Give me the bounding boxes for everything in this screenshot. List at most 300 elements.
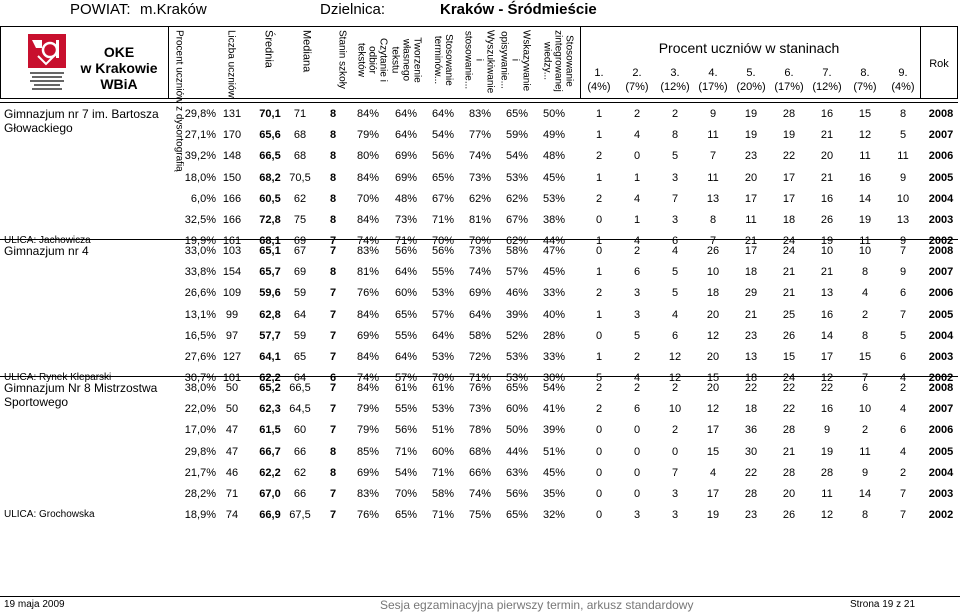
col-header-tworzenie-text: Tworzenie własnego tekstu	[389, 37, 423, 83]
table-cell: 66%	[468, 466, 492, 479]
table-cell: 58%	[431, 488, 455, 500]
table-cell: 70%	[431, 372, 455, 385]
table-cell: 60,5	[259, 192, 281, 205]
table-row	[0, 305, 958, 325]
table-cell: 6	[899, 351, 907, 363]
table-cell: 16	[820, 403, 834, 416]
table-cell: 0	[633, 445, 641, 458]
table-cell: 79%	[356, 129, 380, 142]
table-row	[0, 378, 958, 398]
table-cell: 67%	[505, 214, 529, 226]
table-cell: 24	[782, 245, 796, 257]
table-cell: 6	[633, 266, 641, 279]
table-cell: 59%	[505, 129, 529, 142]
table-cell: 2004	[928, 329, 954, 342]
table-cell: 8	[861, 266, 869, 279]
table-cell: 15	[706, 372, 720, 385]
table-cell: 2007	[928, 129, 954, 142]
table-cell: 59	[293, 329, 307, 342]
table-cell: 56%	[394, 424, 418, 437]
table-cell: 67	[293, 245, 307, 257]
col-header-wyszukiwanie	[462, 30, 496, 96]
table-cell: 99	[225, 308, 239, 321]
table-cell: 66,7	[259, 445, 281, 458]
table-cell: 58%	[505, 245, 529, 257]
table-cell: 64%	[394, 108, 418, 120]
table-cell: 74%	[356, 372, 380, 385]
table-cell: 70%	[468, 235, 492, 248]
stanine-norm-percent: (4%)	[587, 81, 611, 93]
table-cell: 61%	[431, 382, 455, 394]
table-cell: 9	[899, 266, 907, 279]
col-header-liczba	[222, 30, 240, 96]
table-cell: 5	[671, 287, 679, 300]
table-cell: 1	[595, 266, 603, 279]
table-cell: 53%	[505, 171, 529, 184]
table-cell: 1	[595, 129, 603, 142]
table-cell: 10	[706, 266, 720, 279]
table-cell: 2	[595, 150, 603, 163]
table-cell: 109	[222, 287, 242, 300]
table-cell: 41%	[542, 403, 566, 416]
table-cell: 2	[861, 308, 869, 321]
table-cell: 2	[633, 351, 641, 363]
table-cell: 45%	[542, 266, 566, 279]
table-cell: 83%	[356, 488, 380, 500]
table-cell: 45%	[542, 171, 566, 184]
table-cell: 7	[671, 466, 679, 479]
table-cell: 76%	[356, 287, 380, 300]
table-cell: 17	[706, 488, 720, 500]
school-street: ULICA: Rynek Kleparski	[4, 372, 112, 384]
table-cell: 84%	[356, 171, 380, 184]
table-cell: 2006	[928, 287, 954, 300]
col-header-wskazywanie	[498, 30, 532, 96]
table-cell: 7	[329, 329, 337, 342]
table-cell: 66,9	[259, 509, 281, 522]
table-cell: 66	[293, 445, 307, 458]
table-cell: 16	[820, 108, 834, 120]
table-cell: 69	[293, 235, 307, 248]
table-cell: 73%	[394, 214, 418, 226]
table-row	[0, 442, 958, 462]
table-cell: 6	[671, 329, 679, 342]
table-cell: 1	[595, 308, 603, 321]
table-cell: 55%	[394, 403, 418, 416]
table-cell: 74%	[468, 266, 492, 279]
table-cell: 29	[744, 287, 758, 300]
table-cell: 28%	[542, 329, 566, 342]
table-cell: 1	[595, 351, 603, 363]
table-cell: 1	[595, 235, 603, 248]
table-cell: 71	[225, 488, 239, 500]
table-cell: 148	[222, 150, 242, 163]
stanine-header-8	[846, 66, 884, 94]
table-row	[0, 283, 958, 303]
table-cell: 84%	[356, 351, 380, 363]
table-cell: 8	[329, 214, 337, 226]
table-cell: 62%	[468, 192, 492, 205]
table-cell: 81%	[356, 266, 380, 279]
table-cell: 11	[745, 214, 757, 226]
table-cell: 69%	[468, 287, 492, 300]
table-cell: 12	[858, 129, 872, 142]
table-cell: 8	[861, 329, 869, 342]
table-cell: 17	[782, 192, 796, 205]
rok-header: Rok	[929, 58, 949, 70]
table-cell: 127	[222, 351, 242, 363]
table-cell: 69%	[394, 150, 418, 163]
table-cell: 2	[595, 192, 603, 205]
table-cell: 21	[744, 235, 758, 248]
table-cell: 63%	[505, 466, 529, 479]
table-cell: 0	[595, 329, 603, 342]
table-cell: 18	[706, 287, 720, 300]
stanine-header-5	[732, 66, 770, 94]
table-cell: 78%	[468, 424, 492, 437]
table-cell: 5	[671, 150, 679, 163]
table-cell: 53%	[542, 192, 566, 205]
table-cell: 7	[329, 235, 337, 248]
stanine-header-4	[694, 66, 732, 94]
table-cell: 12	[668, 351, 682, 363]
table-cell: 12	[668, 372, 682, 385]
table-cell: 0	[595, 466, 603, 479]
table-cell: 2007	[928, 403, 954, 416]
table-cell: 24	[782, 235, 796, 248]
table-cell: 11	[859, 150, 871, 163]
table-cell: 4	[899, 403, 907, 416]
table-cell: 6,0%	[190, 192, 216, 205]
table-cell: 84%	[356, 214, 380, 226]
table-cell: 4	[633, 192, 641, 205]
col-header-dysortografia	[168, 30, 190, 172]
table-cell: 4	[633, 372, 641, 385]
table-cell: 62,2	[259, 466, 281, 479]
block-separator	[0, 239, 958, 240]
table-cell: 15	[858, 351, 872, 363]
table-cell: 0	[633, 424, 641, 437]
table-cell: 3	[671, 509, 679, 522]
stanine-number: 2.	[632, 67, 642, 79]
table-cell: 71%	[394, 235, 418, 248]
table-cell: 71	[293, 108, 307, 120]
table-cell: 60%	[394, 287, 418, 300]
table-cell: 30%	[542, 372, 566, 385]
table-cell: 22	[782, 382, 796, 394]
table-cell: 65,7	[259, 266, 281, 279]
col-header-stosowanie-term	[430, 30, 456, 96]
table-cell: 13,1%	[184, 308, 216, 321]
table-cell: 18,0%	[184, 171, 216, 184]
col-header-stosowanie-term-text: Stosowanie terminów...	[432, 34, 454, 86]
table-cell: 83%	[468, 108, 492, 120]
table-cell: 53%	[431, 287, 455, 300]
col-header-czytanie-text: Czytanie i odbiór tekstów	[355, 38, 389, 82]
table-cell: 101	[222, 372, 242, 385]
table-cell: 2008	[928, 108, 954, 120]
table-cell: 61%	[394, 382, 418, 394]
table-cell: 50%	[505, 424, 529, 437]
table-cell: 84%	[356, 382, 380, 394]
table-cell: 3	[633, 509, 641, 522]
table-cell: 19	[858, 214, 872, 226]
table-cell: 5	[633, 329, 641, 342]
table-cell: 81%	[468, 214, 492, 226]
table-cell: 70%	[394, 488, 418, 500]
table-cell: 33,8%	[184, 266, 216, 279]
table-cell: 57%	[505, 266, 529, 279]
table-cell: 0	[595, 245, 603, 257]
table-row	[0, 420, 958, 440]
table-cell: 64%	[394, 129, 418, 142]
stanine-norm-percent: (12%)	[812, 81, 842, 93]
table-cell: 4	[633, 129, 641, 142]
block-separator	[0, 102, 958, 103]
powiat-value: m.Kraków	[140, 1, 207, 18]
table-cell: 74%	[468, 150, 492, 163]
table-cell: 17	[782, 171, 796, 184]
table-cell: 66,5	[259, 150, 281, 163]
table-cell: 19	[706, 509, 720, 522]
table-cell: 9	[899, 171, 907, 184]
table-cell: 54%	[542, 382, 566, 394]
table-cell: 27,1%	[184, 129, 216, 142]
col-header-mediana-text: Mediana	[300, 30, 313, 73]
table-cell: 13	[744, 351, 758, 363]
table-cell: 39%	[542, 424, 566, 437]
table-cell: 28	[744, 488, 758, 500]
table-cell: 2005	[928, 308, 954, 321]
table-cell: 39,2%	[184, 150, 216, 163]
table-cell: 28	[782, 108, 796, 120]
table-cell: 72,8	[259, 214, 281, 226]
table-row	[0, 463, 958, 483]
footer-page: Strona 19 z 21	[850, 599, 916, 610]
table-cell: 14	[858, 192, 872, 205]
table-cell: 131	[222, 108, 242, 120]
table-cell: 2003	[928, 214, 954, 226]
powiat-label: POWIAT:	[70, 1, 131, 18]
stanine-header-9	[884, 66, 922, 94]
table-cell: 70,5	[289, 171, 311, 184]
table-cell: 71%	[431, 509, 455, 522]
table-cell: 75%	[468, 509, 492, 522]
table-cell: 76%	[356, 509, 380, 522]
table-cell: 32,5%	[184, 214, 216, 226]
stanine-header-3	[656, 66, 694, 94]
table-cell: 166	[222, 214, 242, 226]
table-cell: 0	[671, 445, 679, 458]
table-cell: 8	[709, 214, 717, 226]
table-cell: 18	[744, 266, 758, 279]
col-header-wskazywanie-text: Wskazywanie i opisywanie...	[498, 30, 532, 92]
table-cell: 22	[782, 403, 796, 416]
table-cell: 20	[744, 171, 758, 184]
table-cell: 47%	[542, 245, 566, 257]
table-cell: 59,6	[259, 287, 281, 300]
table-cell: 16	[820, 192, 834, 205]
table-cell: 47	[225, 445, 239, 458]
table-cell: 5	[671, 266, 679, 279]
table-cell: 36	[744, 424, 758, 437]
table-cell: 39%	[505, 308, 529, 321]
table-cell: 62,3	[259, 403, 281, 416]
table-cell: 2	[633, 382, 641, 394]
stanine-number: 8.	[860, 67, 870, 79]
table-cell: 25	[782, 308, 796, 321]
col-header-srednia	[258, 30, 278, 96]
oke-title-line1: OKE	[103, 44, 135, 60]
table-cell: 103	[222, 245, 242, 257]
table-cell: 17	[820, 351, 834, 363]
table-cell: 18	[744, 403, 758, 416]
table-cell: 7	[329, 488, 337, 500]
table-cell: 68	[293, 129, 307, 142]
table-cell: 38%	[542, 214, 566, 226]
table-cell: 10	[896, 192, 910, 205]
table-cell: 85%	[356, 445, 380, 458]
stanine-norm-percent: (7%)	[625, 81, 649, 93]
table-cell: 18	[782, 214, 796, 226]
table-cell: 3	[671, 488, 679, 500]
table-cell: 64%	[431, 108, 455, 120]
oke-title	[72, 44, 166, 92]
table-cell: 6	[329, 372, 337, 385]
table-cell: 32%	[542, 509, 566, 522]
table-cell: 10	[820, 245, 834, 257]
table-cell: 17	[744, 245, 758, 257]
table-cell: 6	[899, 287, 907, 300]
table-cell: 7	[899, 245, 907, 257]
table-cell: 26	[782, 509, 796, 522]
table-row	[0, 262, 958, 282]
table-cell: 8	[329, 129, 337, 142]
table-cell: 40%	[542, 308, 566, 321]
footer-date: 19 maja 2009	[4, 599, 65, 610]
table-cell: 2003	[928, 488, 954, 500]
table-cell: 57%	[431, 308, 455, 321]
table-cell: 67%	[431, 192, 455, 205]
footer-session: Sesja egzaminacyjna pierwszy termin, arkusz standardowy	[380, 598, 694, 612]
table-cell: 7	[329, 424, 337, 437]
stanine-number: 6.	[784, 67, 794, 79]
table-cell: 68%	[468, 445, 492, 458]
stanine-header-7	[808, 66, 846, 94]
table-cell: 2	[633, 108, 641, 120]
table-cell: 49%	[542, 129, 566, 142]
table-cell: 84%	[356, 108, 380, 120]
oke-logo	[28, 30, 66, 96]
table-cell: 11	[707, 171, 719, 184]
table-cell: 11	[859, 235, 871, 248]
table-cell: 46%	[505, 287, 529, 300]
table-cell: 4	[671, 245, 679, 257]
table-cell: 7	[709, 235, 717, 248]
table-cell: 7	[861, 372, 869, 385]
table-cell: 62,8	[259, 308, 281, 321]
school-name: Gimnazjum nr 7 im. Bartosza Głowackiego	[4, 107, 159, 135]
table-cell: 71%	[431, 214, 455, 226]
table-cell: 73%	[468, 245, 492, 257]
table-cell: 48%	[542, 150, 566, 163]
table-cell: 60	[293, 424, 307, 437]
table-cell: 8	[899, 108, 907, 120]
table-cell: 50	[225, 403, 239, 416]
table-cell: 7	[329, 382, 337, 394]
table-cell: 2	[671, 424, 679, 437]
table-cell: 1	[633, 171, 641, 184]
table-cell: 12	[820, 372, 834, 385]
stanine-number: 1.	[594, 67, 604, 79]
table-cell: 28	[820, 466, 834, 479]
table-cell: 64	[293, 308, 307, 321]
table-cell: 21	[782, 445, 796, 458]
table-cell: 69%	[356, 466, 380, 479]
table-cell: 57%	[394, 372, 418, 385]
table-cell: 54%	[431, 129, 455, 142]
table-cell: 21	[820, 171, 834, 184]
table-cell: 28	[782, 424, 796, 437]
col-header-mediana	[296, 30, 316, 96]
table-row	[0, 484, 958, 504]
table-cell: 161	[222, 235, 242, 248]
table-cell: 12	[820, 509, 834, 522]
table-cell: 4	[709, 466, 717, 479]
table-cell: 26	[782, 329, 796, 342]
table-cell: 2005	[928, 171, 954, 184]
table-cell: 68,1	[259, 235, 281, 248]
table-cell: 18	[744, 372, 758, 385]
table-cell: 53%	[431, 351, 455, 363]
table-cell: 62	[293, 466, 307, 479]
table-cell: 67,0	[259, 488, 281, 500]
table-cell: 54%	[394, 466, 418, 479]
col-header-stanin-text: Stanin szkoły	[336, 30, 348, 89]
table-cell: 64%	[394, 266, 418, 279]
table-cell: 71%	[394, 445, 418, 458]
table-cell: 4	[861, 287, 869, 300]
table-cell: 2005	[928, 445, 954, 458]
table-cell: 4	[633, 235, 641, 248]
table-cell: 2008	[928, 382, 954, 394]
table-cell: 80%	[356, 150, 380, 163]
stanine-header-1	[580, 66, 618, 94]
table-cell: 64%	[468, 308, 492, 321]
table-cell: 0	[595, 488, 603, 500]
table-cell: 3	[633, 308, 641, 321]
oke-title-line3: WBiA	[100, 76, 138, 92]
table-cell: 20	[706, 382, 720, 394]
table-cell: 33%	[542, 287, 566, 300]
table-cell: 0	[633, 488, 641, 500]
table-cell: 2	[899, 382, 907, 394]
col-header-wyszukiwanie-text: Wyszukiwanie i stosowanie...	[462, 30, 496, 94]
table-cell: 69%	[356, 329, 380, 342]
table-cell: 29,8%	[184, 108, 216, 120]
table-cell: 20	[820, 150, 834, 163]
table-cell: 65%	[505, 108, 529, 120]
table-cell: 56%	[431, 150, 455, 163]
table-cell: 5	[899, 129, 907, 142]
table-cell: 55%	[431, 266, 455, 279]
table-cell: 65,2	[259, 382, 281, 394]
table-cell: 70%	[356, 192, 380, 205]
stanine-norm-percent: (17%)	[698, 81, 728, 93]
table-cell: 73%	[468, 403, 492, 416]
table-row	[0, 189, 958, 209]
table-row	[0, 168, 958, 188]
